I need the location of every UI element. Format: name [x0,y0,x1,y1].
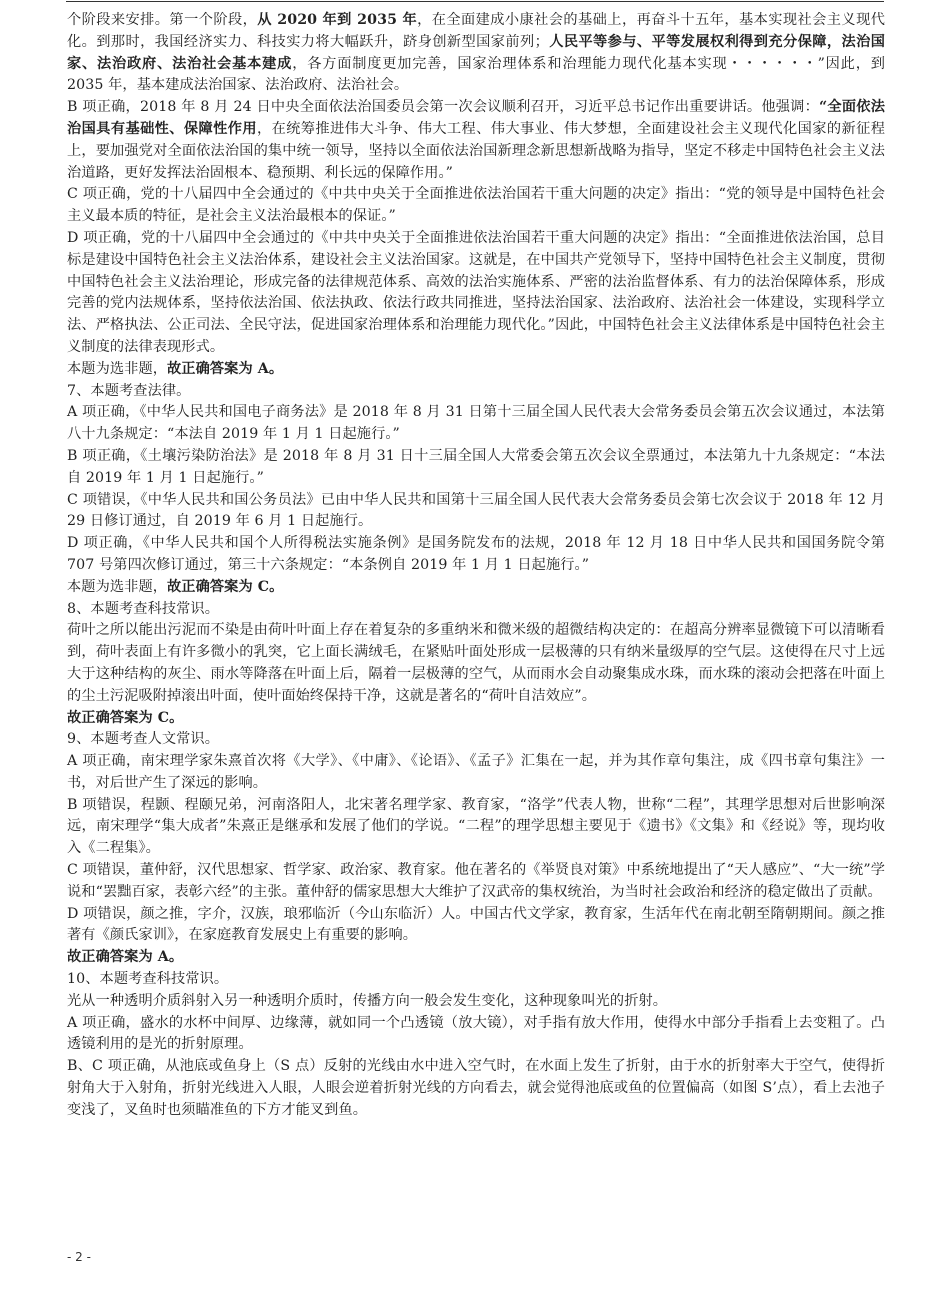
question-heading: 7、本题考查法律。 [67,382,191,399]
question-heading: 10、本题考查科技常识。 [67,971,229,988]
question-heading: 9、本题考查人文常识。 [67,731,220,748]
question-heading: 8、本题考查科技常识。 [67,600,220,617]
top-divider [66,1,884,2]
answer-line: 本题为选非题，故正确答案为 C。 [67,578,284,595]
paragraph-option-a: A 项正确，盛水的水杯中间厚、边缘薄，就如同一个凸透镜（放大镜），对手指有放大作用，使得水中部分手指看上去变粗了。凸透镜利用的是光的折射原理。 [67,1014,885,1053]
paragraph-option-d: D 项正确，《中华人民共和国个人所得税法实施条例》是国务院发布的法规，2018 年 12 月 18 日中华人民共和国国务院令第 707 号第四次修订通过，第三十六条规定：“本条例自 2019 年 1 月 1 日起施行。” [67,535,885,573]
paragraph-option-d: D 项错误，颜之推，字介，汉族，琅邪临沂（今山东临沂）人。中国古代文学家，教育家，生活年代在南北朝至隋朝期间。颜之推著有《颜氏家训》，在家庭教育发展史上有重要的影响。 [67,905,885,944]
answer-explanations [67,10,885,1122]
paragraph-option-c: C 项错误，《中华人民共和国公务员法》已由中华人民共和国第十三届全国人民代表大会常务委员会第七次会议于 2018 年 12 月 29 日修订通过，自 2019 年 6 月 1 日起施行。 [67,491,885,530]
paragraph-option-b: B 项正确，《土壤污染防治法》是 2018 年 8 月 31 日十三届全国人大常委会第五次会议全票通过，本法第九十九条规定：“本法自 2019 年 1 月 1 日起施行。” [67,447,885,486]
page-number: - 2 - [67,1250,91,1264]
paragraph-option-bc: B、C 项正确，从池底或鱼身上（S 点）反射的光线由水中进入空气时，在水面上发生了折射，由于水的折射率大于空气，使得折射角大于入射角，折射光线进入人眼，人眼会逆着折射光线的方向看去，就会觉得池底或鱼的位置偏高（如图 S’点），看上去池子变浅了，叉鱼时也须瞄准鱼的下方才能叉到鱼。 [67,1058,885,1118]
paragraph: 个阶段来安排。第一个阶段，从 2020 年到 2035 年，在全面建成小康社会的基础上，再奋斗十五年，基本实现社会主义现代化。到那时，我国经济实力、科技实力将大幅跃升，跻身创新型国家前列；人民平等参与、平等发展权利得到充分保障，法治国家、法治政府、法治社会基本建成，各方面制度更加完善，国家治理体系和治理能力现代化基本实现・・・・・・”因此，到 2035 年，基本建成法治国家、法治政府、法治社会。 [67,12,885,94]
paragraph-explanation: 光从一种透明介质斜射入另一种透明介质时，传播方向一般会发生变化，这种现象叫光的折射。 [67,992,668,1009]
answer-line: 本题为选非题，故正确答案为 A。 [67,360,284,377]
paragraph-option-a: A 项正确，南宋理学家朱熹首次将《大学》、《中庸》、《论语》、《孟子》汇集在一起，并为其作章句集注，成《四书章句集注》一书，对后世产生了深远的影响。 [67,753,885,791]
answer-line: 故正确答案为 A。 [67,949,184,966]
paragraph-option-d: D 项正确，党的十八届四中全会通过的《中共中央关于全面推进依法治国若干重大问题的决定》指出：“全面推进依法治国，总目标是建设中国特色社会主义法治体系，建设社会主义法治国家。这就是，在中国共产党领导下，坚持中国特色社会主义制度，贯彻中国特色社会主义法治理论，形成完备的法律规范体系、高效的法治实施体系、严密的法治监督体系、有力的法治保障体系，形成完善的党内法规体系，坚持依法治国、依法执政、依法行政共同推进，坚持法治国家、法治政府、法治社会一体建设，实现科学立法、严格执法、公正司法、全民守法，促进国家治理体系和治理能力现代化。”因此，中国特色社会主义法律体系是中国特色社会主义制度的法律表现形式。 [67,229,885,355]
paragraph-explanation: 荷叶之所以能出污泥而不染是由荷叶叶面上存在着复杂的多重纳米和微米级的超微结构决定的：在超高分辨率显微镜下可以清晰看到，荷叶表面上有许多微小的乳突，它上面长满绒毛，在紧贴叶面处形成一层极薄的只有纳米量级厚的空气层。这使得在尺寸上远大于这种结构的灰尘、雨水等降落在叶面上后，隔着一层极薄的空气，从而雨水会自动聚集成水珠，而水珠的滚动会把落在叶面上的尘土污泥吸附掉滚出叶面，使叶面始终保持干净，这就是著名的“荷叶自洁效应”。 [67,622,885,704]
paragraph-option-a: A 项正确，《中华人民共和国电子商务法》是 2018 年 8 月 31 日第十三届全国人民代表大会常务委员会第五次会议通过，本法第八十九条规定：“本法自 2019 年 1 月 1 日起施行。” [67,404,885,443]
paragraph-option-c: C 项错误，董仲舒，汉代思想家、哲学家、政治家、教育家。他在著名的《举贤良对策》中系统地提出了“天人感应”、“大一统”学说和“罢黜百家，表彰六经”的主张。董仲舒的儒家思想大大维护了汉武帝的集权统治，为当时社会政治和经济的稳定做出了贡献。 [67,862,885,900]
paragraph-option-b: B 项错误，程颢、程颐兄弟，河南洛阳人，北宋著名理学家、教育家，“洛学”代表人物，世称“二程”，其理学思想对后世影响深远，南宋理学“集大成者”朱熹正是继承和发展了他们的学说。“二程”的理学思想主要见于《遗书》《文集》和《经说》等，现均收入《二程集》。 [67,796,885,857]
answer-line: 故正确答案为 C。 [67,709,184,726]
paragraph-option-c: C 项正确，党的十八届四中全会通过的《中共中央关于全面推进依法治国若干重大问题的决定》指出：“党的领导是中国特色社会主义最本质的特征，是社会主义法治最根本的保证。” [67,186,885,225]
paragraph-option-b: B 项正确，2018 年 8 月 24 日中央全面依法治国委员会第一次会议顺利召开，习近平总书记作出重要讲话。他强调：“全面依法治国具有基础性、保障性作用，在统筹推进伟大斗争、伟大工程、伟大事业、伟大梦想，全面建设社会主义现代化国家的新征程上，要加强党对全面依法治国的集中统一领导，坚持以全面依法治国新理念新思想新战略为指导，坚定不移走中国特色社会主义法治道路，更好发挥法治固根本、稳预期、利长远的保障作用。” [67,99,885,181]
